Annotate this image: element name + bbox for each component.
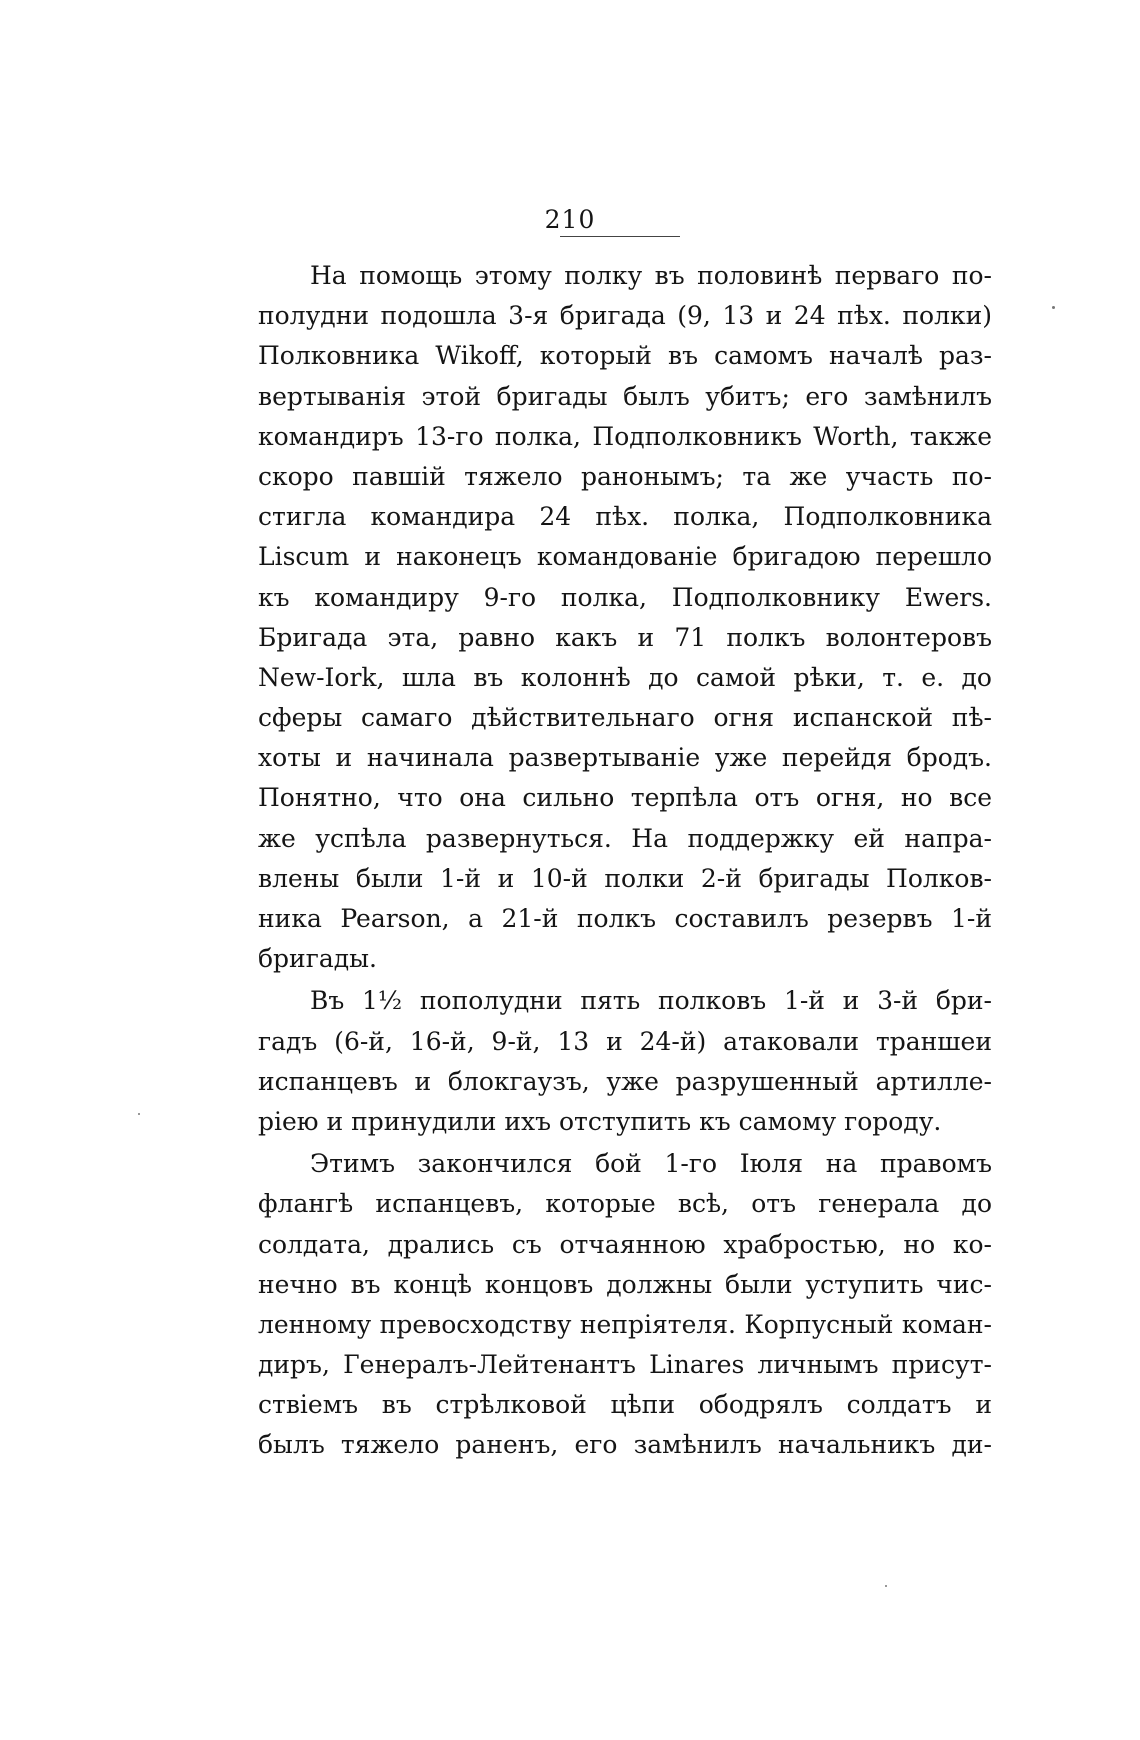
text-line: ріею и принудили ихъ отступить къ самому городу.: [258, 1106, 942, 1136]
text-line: командиръ 13-го полка, Подполковникъ Worth, также: [258, 421, 992, 451]
text-line: флангѣ испанцевъ, которые всѣ, отъ генерала до: [258, 1189, 992, 1219]
text-line: Liscum и наконецъ командованіе бригадою перешло: [258, 542, 992, 572]
text-line: Понятно, что она сильно терпѣла отъ огня, но все: [258, 783, 992, 813]
paragraph-1: [258, 256, 992, 979]
text-line: На помощь этому полку въ половинѣ перваго по-: [310, 261, 992, 290]
text-line: вертыванія этой бригады былъ убитъ; его замѣнилъ: [258, 381, 992, 411]
scan-speck: [138, 1113, 140, 1115]
text-line: былъ тяжело раненъ, его замѣнилъ начальникъ ди-: [258, 1430, 992, 1460]
text-line: ника Pearson, а 21-й полкъ составилъ резервъ 1-й: [258, 904, 992, 933]
scan-speck: [1052, 306, 1055, 309]
text-line: солдата, дрались съ отчаянною храбростью, но ко-: [258, 1229, 992, 1259]
text-line: же успѣла развернуться. На поддержку ей напра-: [258, 823, 992, 853]
page-number: 210: [544, 205, 596, 234]
text-line: нечно въ концѣ концовъ должны были уступить чис-: [258, 1269, 992, 1299]
text-line: диръ, Генералъ-Лейтенантъ Linares личнымъ присут-: [258, 1350, 992, 1380]
text-line: скоро павшій тяжело ранонымъ; та же участь по-: [258, 461, 992, 491]
body-text: [258, 256, 992, 1466]
text-line: стигла командира 24 пѣх. полка, Подполковника: [258, 502, 992, 532]
text-line: ствіемъ въ стрѣлковой цѣпи ободрялъ солдатъ и: [258, 1390, 992, 1420]
text-line: Въ 1½ пополудни пять полковъ 1-й и 3-й бри-: [310, 986, 992, 1016]
header-rule: [560, 236, 680, 237]
text-line: Бригада эта, равно какъ и 71 полкъ волонтеровъ: [258, 622, 992, 652]
text-line: Полковника Wikoff, который въ самомъ началѣ раз-: [258, 341, 992, 371]
paragraph-3: [258, 1144, 992, 1466]
text-line: New-Iork, шла въ колоннѣ до самой рѣки, т. е. до: [258, 662, 992, 692]
text-line: полудни подошла 3-я бригада (9, 13 и 24 пѣх. полки): [258, 301, 992, 331]
text-line: испанцевъ и блокгаузъ, уже разрушенный артилле-: [258, 1066, 992, 1096]
text-line: сферы самаго дѣйствительнаго огня испанской пѣ-: [258, 703, 992, 733]
text-line: гадъ (6-й, 16-й, 9-й, 13 и 24-й) атаковали траншеи: [258, 1026, 992, 1056]
text-line: ленному превосходству непріятеля. Корпусный коман-: [258, 1309, 992, 1339]
text-line: бригады.: [258, 944, 377, 974]
text-line: хоты и начинала развертываніе уже перейдя бродъ.: [258, 743, 992, 773]
text-line: Этимъ закончился бой 1-го Іюля на правомъ: [310, 1149, 992, 1179]
text-line: къ командиру 9-го полка, Подполковнику Ewers.: [258, 582, 992, 612]
text-line: влены были 1-й и 10-й полки 2-й бригады Полков-: [258, 863, 992, 893]
paragraph-2: [258, 981, 992, 1142]
scan-speck: [885, 1585, 887, 1587]
